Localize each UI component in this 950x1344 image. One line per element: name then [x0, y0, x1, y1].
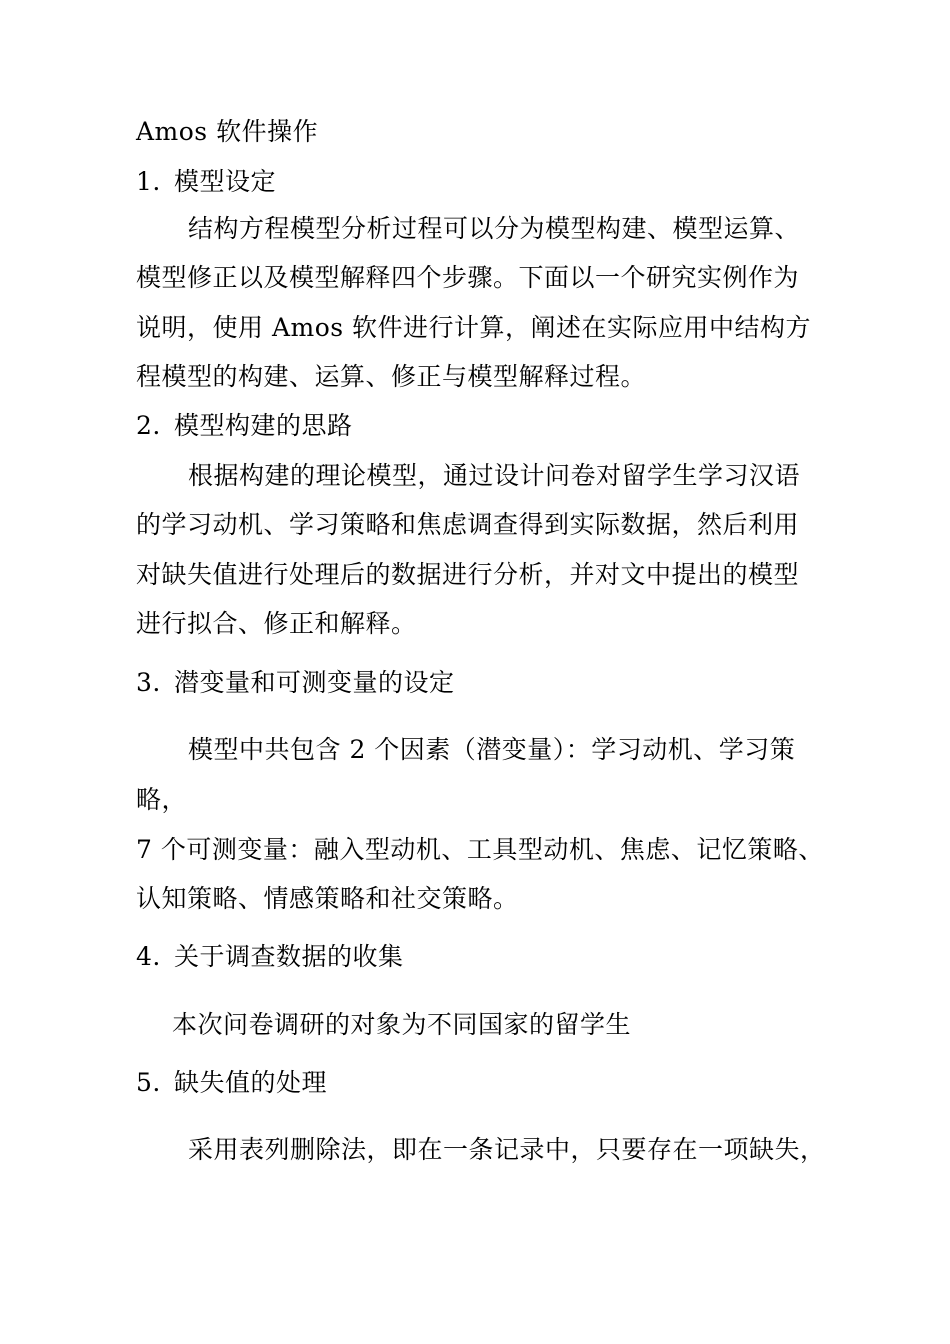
document-title: Amos 软件操作: [136, 117, 319, 146]
section-heading-4: [136, 942, 404, 972]
paragraph-line: 程模型的构建、运算、修正与模型解释过程。: [136, 362, 647, 391]
section-heading-text: 关于调查数据的收集: [174, 942, 404, 971]
section-heading-text: 缺失值的处理: [174, 1068, 328, 1097]
section-heading-1: [136, 167, 276, 197]
paragraph-line: 对缺失值进行处理后的数据进行分析，并对文中提出的模型: [136, 560, 800, 589]
paragraph-line: 模型修正以及模型解释四个步骤。下面以一个研究实例作为: [136, 263, 800, 292]
paragraph-line: 模型中共包含 2 个因素（潜变量）：学习动机、学习策: [188, 735, 796, 764]
paragraph-line: 结构方程模型分析过程可以分为模型构建、模型运算、: [188, 214, 801, 243]
section-number: 2.: [136, 411, 161, 440]
paragraph-line: 略，: [136, 785, 188, 814]
paragraph-line: 根据构建的理论模型，通过设计问卷对留学生学习汉语: [188, 461, 801, 490]
section-heading-text: 模型设定: [174, 167, 277, 196]
section-number: 1.: [136, 167, 161, 196]
paragraph-line: 说明，使用 Amos 软件进行计算，阐述在实际应用中结构方: [136, 313, 812, 342]
section-heading-3: [136, 668, 455, 698]
paragraph-line: 认知策略、情感策略和社交策略。: [136, 884, 519, 913]
section-heading-text: 潜变量和可测变量的设定: [174, 668, 455, 697]
section-heading-text: 模型构建的思路: [174, 411, 353, 440]
section-number: 4.: [136, 942, 161, 971]
section-heading-5: [136, 1068, 327, 1098]
paragraph-line: 7 个可测变量：融入型动机、工具型动机、焦虑、记忆策略、: [136, 835, 824, 864]
paragraph-line: 采用表列删除法，即在一条记录中，只要存在一项缺失，: [188, 1135, 826, 1164]
paragraph-line: 的学习动机、学习策略和焦虑调查得到实际数据，然后利用: [136, 510, 800, 539]
section-heading-2: [136, 411, 353, 441]
paragraph-line: 本次问卷调研的对象为不同国家的留学生: [172, 1010, 632, 1039]
paragraph-line: 进行拟合、修正和解释。: [136, 609, 417, 638]
section-number: 3.: [136, 668, 161, 697]
section-number: 5.: [136, 1068, 161, 1097]
